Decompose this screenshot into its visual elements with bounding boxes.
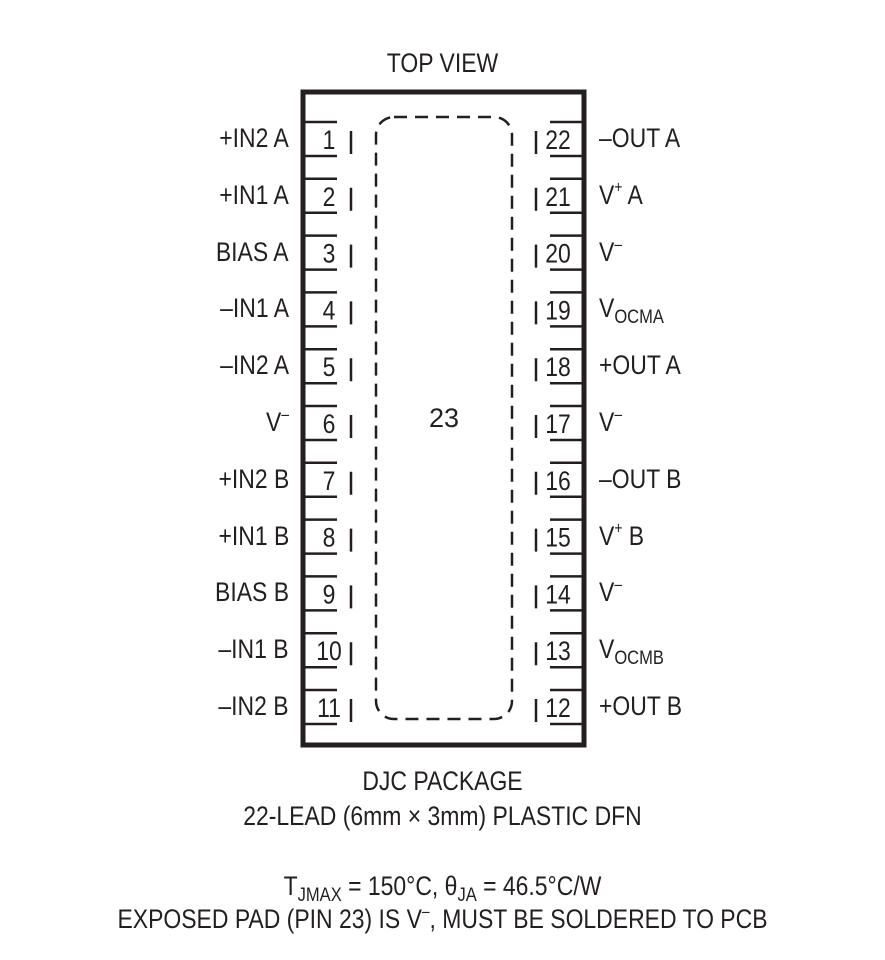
pin-6 (305, 406, 351, 440)
pin-label-text: V (599, 293, 615, 324)
package-name: DJC PACKAGE (362, 766, 523, 796)
pin-label-17 (599, 405, 622, 437)
pin-label-1 (219, 125, 289, 152)
pin-1 (305, 122, 351, 156)
pin-number: 4 (322, 295, 336, 326)
theta-symbol: θ (444, 871, 458, 901)
pin-label-6 (266, 405, 289, 437)
pin-number: 11 (317, 693, 341, 724)
pin-number: 14 (545, 579, 571, 610)
pin-label-text: –IN1 B (218, 634, 289, 665)
pin-number: 8 (322, 522, 336, 554)
pin-number: 20 (545, 238, 571, 270)
pin-number: 9 (322, 579, 336, 610)
pin-number: 1 (322, 125, 336, 156)
pin-label-subscript: OCMB (614, 647, 664, 670)
pin-label-suffix: A (622, 179, 643, 210)
pin-number: 21 (545, 182, 571, 213)
pin-number: 18 (545, 352, 571, 383)
pin-label-suffix: B (622, 520, 645, 551)
pin-label-text: V (599, 577, 615, 608)
pin-number: 17 (545, 409, 571, 440)
pin-label-9 (215, 579, 289, 606)
pin-18 (536, 349, 582, 383)
pin-number: 2 (322, 182, 336, 213)
pin-number: 6 (322, 409, 336, 440)
pin-label-superscript: + (614, 178, 623, 197)
pin-label-text: V (599, 236, 615, 267)
pin-20 (536, 236, 582, 270)
note-prefix: EXPOSED PAD (PIN 23) IS V (117, 904, 422, 934)
pin-label-text: V (599, 520, 615, 551)
pin-22 (536, 122, 582, 156)
pin-9 (305, 576, 351, 610)
tj-value: = 150°C, (341, 871, 445, 901)
pin-label-12 (599, 693, 682, 720)
pin-label-text: V (599, 634, 615, 665)
pin-11 (305, 690, 351, 724)
pin-label-14 (599, 576, 622, 608)
pin-13 (536, 633, 582, 667)
pin-label-13 (599, 634, 664, 670)
tj-symbol: T (283, 871, 298, 901)
pin-label-text: V (599, 179, 615, 210)
pin-label-text: –IN1 A (220, 293, 289, 324)
pin-number: 13 (545, 636, 571, 667)
pin-label-11 (219, 693, 289, 720)
right-pin-group (536, 122, 582, 724)
pin-label-text: +IN1 B (218, 520, 289, 551)
pin-label-text: V (266, 407, 282, 437)
left-pin-group (305, 122, 351, 724)
pin-label-22 (599, 125, 680, 152)
pin-17 (536, 406, 582, 440)
pin-label-superscript: – (614, 576, 622, 595)
pin-2 (305, 179, 351, 213)
exposed-pad-note (66, 902, 818, 934)
pin-label-20 (599, 235, 622, 267)
note-suffix: , MUST BE SOLDERED TO PCB (429, 904, 768, 934)
pin-number: 12 (545, 693, 571, 724)
pin-label-text: –OUT A (599, 123, 681, 153)
pin-label-text: +IN1 A (219, 179, 289, 210)
pin-number: 5 (322, 352, 336, 383)
pin-number: 10 (316, 636, 342, 667)
pin-label-21 (599, 178, 643, 210)
pin-16 (536, 463, 582, 497)
pin-label-19 (599, 293, 664, 329)
pin-number: 15 (545, 522, 571, 554)
pin-label-3 (216, 236, 289, 267)
pin-number: 16 (545, 466, 571, 497)
pin-label-7 (218, 463, 289, 494)
pin-15 (536, 520, 582, 554)
pin-7 (305, 463, 351, 497)
pin-label-superscript: – (281, 405, 289, 424)
pin-label-superscript: – (614, 405, 622, 424)
pin-label-text: +IN2 B (218, 463, 289, 494)
note-superscript: – (421, 902, 430, 921)
pin-number: 7 (322, 466, 336, 497)
pin-label-4 (220, 295, 289, 322)
pin-8 (305, 520, 351, 554)
pin-label-2 (219, 179, 289, 210)
pin-label-text: BIAS A (216, 236, 289, 267)
pin-label-text: +IN2 A (219, 123, 289, 153)
theta-value: = 46.5°C/W (476, 871, 602, 901)
package-description: 22-LEAD (6mm × 3mm) PLASTIC DFN (243, 801, 642, 831)
pin-label-superscript: – (614, 235, 622, 254)
pin-label-subscript: OCMA (614, 306, 664, 329)
pin-19 (536, 292, 582, 326)
theta-subscript: JA (457, 883, 477, 906)
pin-label-text: –OUT B (599, 463, 682, 494)
pin-label-16 (599, 463, 682, 494)
pin-5 (305, 349, 351, 383)
thermal-spec (66, 871, 818, 906)
pin-label-text: BIAS B (215, 577, 289, 608)
pin-label-text: +OUT B (599, 691, 683, 721)
pin-number: 19 (545, 295, 571, 326)
pin-label-text: –IN2 B (218, 691, 289, 721)
pin-label-8 (218, 520, 289, 551)
pin-12 (536, 690, 582, 724)
pin-label-5 (220, 352, 289, 379)
pin-label-18 (599, 352, 681, 379)
pin-label-text: –IN2 A (220, 350, 289, 381)
pin-label-15 (599, 519, 645, 551)
pin-number: 22 (545, 125, 571, 156)
pin-label-text: V (599, 407, 615, 437)
exposed-pad-number: 23 (428, 403, 460, 433)
pin-14 (536, 576, 582, 610)
pin-4 (305, 292, 351, 326)
pin-10 (305, 633, 351, 667)
pin-21 (536, 179, 582, 213)
pin-label-10 (219, 636, 289, 663)
pin-label-text: +OUT A (599, 350, 681, 381)
pin-number: 3 (322, 238, 336, 270)
view-title: TOP VIEW (386, 48, 499, 78)
pin-3 (305, 236, 351, 270)
tj-subscript: JMAX (297, 883, 342, 906)
pin-label-superscript: + (614, 519, 623, 538)
